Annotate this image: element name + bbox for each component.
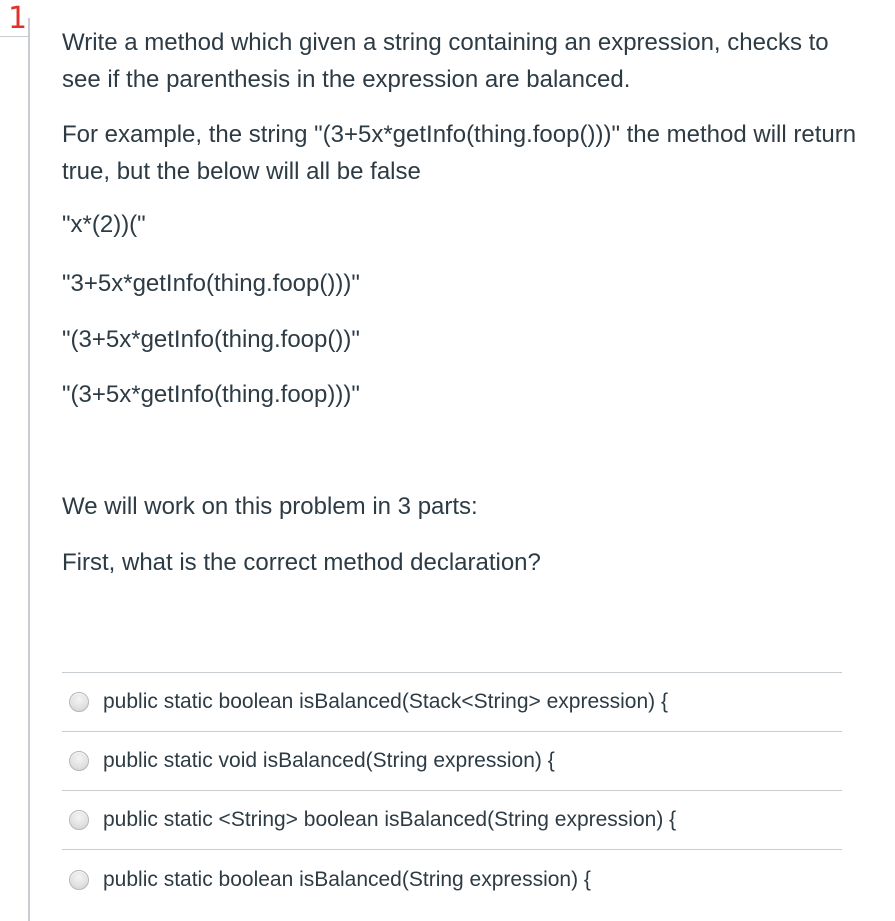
answer-radio-4[interactable] — [69, 870, 89, 890]
question-example: For example, the string "(3+5x*getInfo(thing.foop()))" the method will return true, but the below will all be false — [62, 121, 857, 185]
answer-label-1[interactable]: public static boolean isBalanced(Stack<String> expression) { — [103, 690, 668, 713]
question-prompt: First, what is the correct method declaration? — [62, 549, 541, 576]
false-example-1: "x*(2))(" — [62, 211, 146, 238]
answer-option-3[interactable] — [62, 790, 842, 849]
false-example-2: "3+5x*getInfo(thing.foop()))" — [62, 270, 360, 297]
answer-label-2[interactable]: public static void isBalanced(String expression) { — [103, 749, 555, 772]
answer-label-3[interactable]: public static <String> boolean isBalanced(String expression) { — [103, 808, 677, 831]
question-parts: We will work on this problem in 3 parts: — [62, 493, 478, 520]
answer-option-1[interactable] — [62, 672, 842, 731]
answer-radio-3[interactable] — [69, 810, 89, 830]
false-example-4: "(3+5x*getInfo(thing.foop)))" — [62, 381, 360, 408]
answer-radio-1[interactable] — [69, 692, 89, 712]
false-example-3: "(3+5x*getInfo(thing.foop())" — [62, 326, 360, 353]
answer-label-4[interactable]: public static boolean isBalanced(String expression) { — [103, 868, 591, 891]
answer-option-4[interactable] — [62, 849, 842, 910]
question-left-border — [28, 18, 30, 921]
answer-option-2[interactable] — [62, 731, 842, 790]
answer-list — [62, 672, 842, 910]
question-intro: Write a method which given a string containing an expression, checks to see if the parenthesis in the expression are balanced. — [62, 29, 829, 93]
question-number: 1 — [8, 1, 28, 36]
question-corner-border — [0, 36, 30, 37]
answer-radio-2[interactable] — [69, 751, 89, 771]
